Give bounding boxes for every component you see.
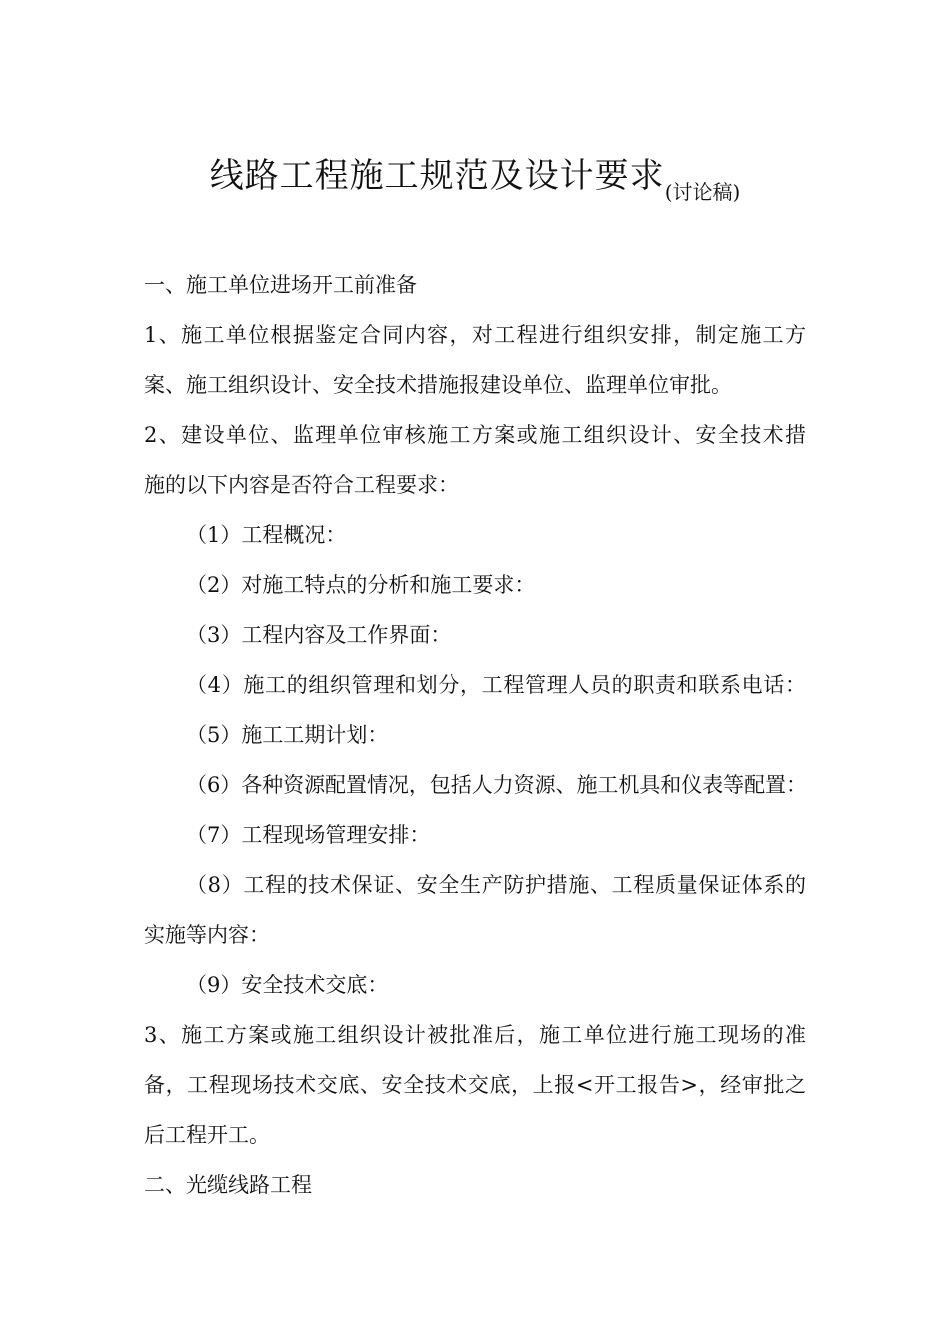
paragraph-line: 备，工程现场技术交底、安全技术交底，上报<开工报告>，经审批之 bbox=[144, 1073, 806, 1097]
list-item: （9）安全技术交底： bbox=[186, 973, 389, 997]
list-item: （5）施工工期计划： bbox=[186, 723, 389, 747]
list-item: （6）各种资源配置情况，包括人力资源、施工机具和仪表等配置： bbox=[186, 773, 806, 797]
paragraph-line: 3、施工方案或施工组织设计被批准后，施工单位进行施工现场的准 bbox=[144, 1023, 806, 1047]
paragraph-line: 后工程开工。 bbox=[144, 1123, 270, 1147]
paragraph-line: 2、建设单位、监理单位审核施工方案或施工组织设计、安全技术措 bbox=[144, 423, 806, 447]
list-item-continuation: 实施等内容： bbox=[144, 923, 270, 947]
section-heading: 一、施工单位进场开工前准备 bbox=[144, 273, 417, 297]
section-heading: 二、光缆线路工程 bbox=[144, 1173, 312, 1197]
list-item: （4）施工的组织管理和划分，工程管理人员的职责和联系电话： bbox=[186, 673, 806, 697]
title-main: 线路工程施工规范及设计要求 bbox=[209, 156, 665, 196]
list-item: （8）工程的技术保证、安全生产防护措施、工程质量保证体系的 bbox=[186, 873, 806, 897]
paragraph-line: 施的以下内容是否符合工程要求： bbox=[144, 473, 459, 497]
title-note: (讨论稿) bbox=[664, 180, 741, 204]
paragraph-line: 案、施工组织设计、安全技术措施报建设单位、监理单位审批。 bbox=[144, 373, 732, 397]
list-item: （1）工程概况： bbox=[186, 523, 347, 547]
list-item: （7）工程现场管理安排： bbox=[186, 823, 431, 847]
list-item: （3）工程内容及工作界面： bbox=[186, 623, 452, 647]
document-title bbox=[0, 150, 950, 206]
list-item: （2）对施工特点的分析和施工要求： bbox=[186, 573, 536, 597]
paragraph-line: 1、施工单位根据鉴定合同内容，对工程进行组织安排，制定施工方 bbox=[144, 323, 806, 347]
